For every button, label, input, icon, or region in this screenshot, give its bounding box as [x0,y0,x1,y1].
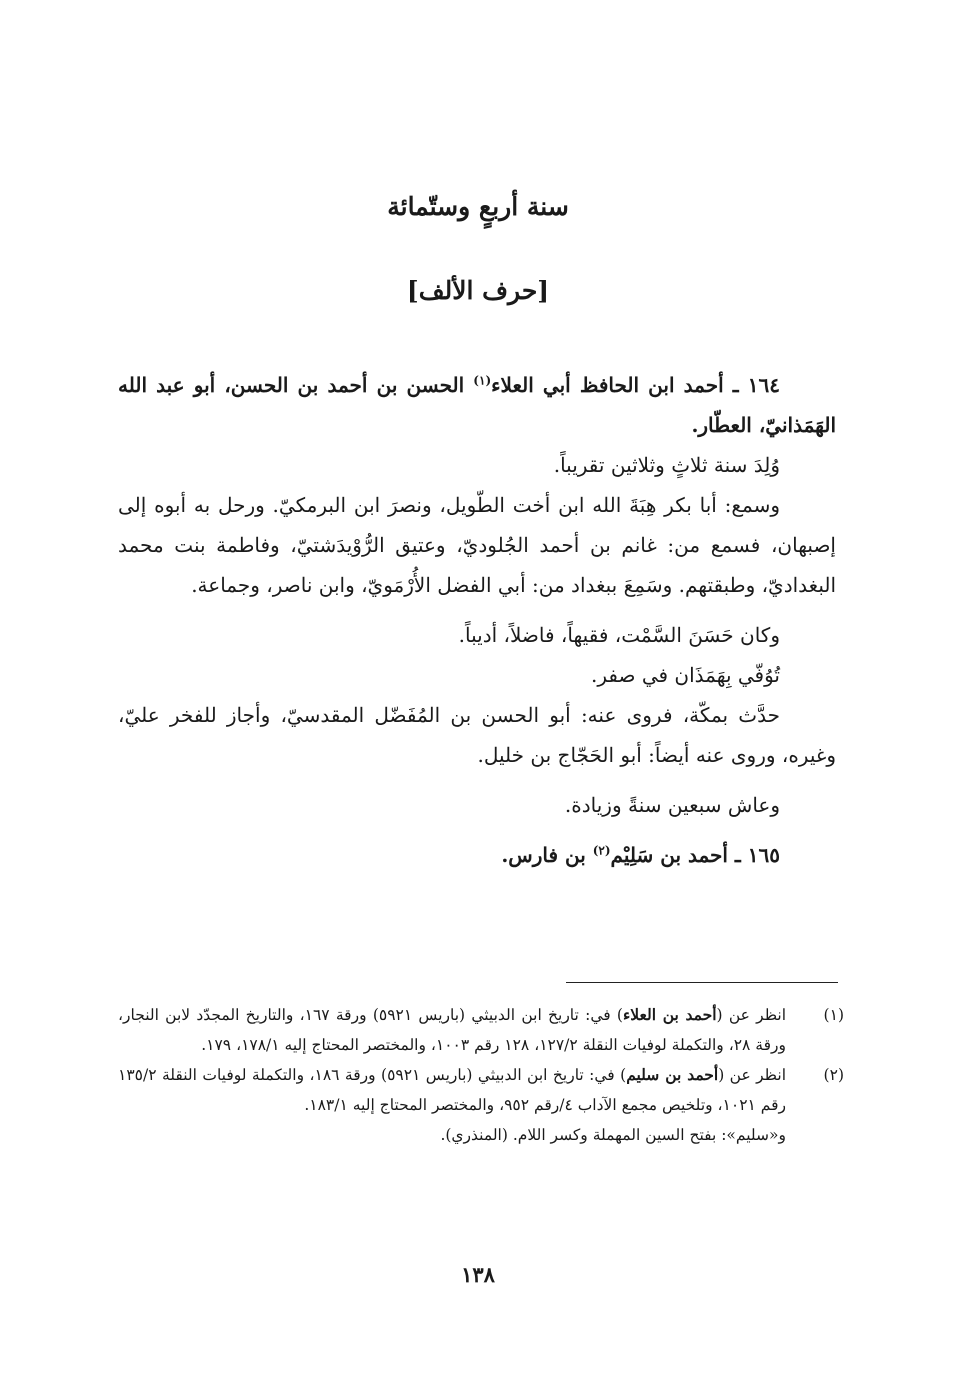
entry-164-heard: وسمع: أبا بكر هِبَةَ الله ابن أخت الطّويل، ونصرَ ابن البرمكيّ. ورحل به أبوه إلى إصبهان، فسمع من: غانم بن أحمد الجُلوديّ، وعتيق الرُّوْيدَشتيّ، وفاطمة بنت محمد البغداديّ، وطبقتهم. وسَمِعَ ببغداد من: أبي الفضل الأُرْمَويّ، وابن ناصر، وجماعة. [118,493,836,597]
entry-164-name: ١٦٤ ـ أحمد ابن الحافظ أبي العلاء [491,373,781,397]
entry-164-death: تُوُفّي بِهَمَذَان في صفر. [590,663,780,687]
footnote-subject: أحمد بن سليم [626,1065,719,1084]
footnote-1 [118,1000,844,1060]
footnote-2-note: و«سليم»: بفتح السين المهملة وكسر اللام. (المنذري). [440,1126,786,1144]
footnote-2 [118,1060,844,1120]
footnote-sources: ) في: تاريخ ابن الدبيثي (باريس ٥٩٢١) ورقة ١٨٦، والتكملة لوفيات النقلة ١٣٥/٢ رقم ١٠٢١، وتلخيص مجمع الآداب ٤/رقم ٩٥٢، والمختصر المحتاج إليه ١٨٣/١. [118,1066,786,1114]
entry-165-name: ١٦٥ ـ أحمد بن سَلِيْم [610,843,780,867]
section-heading: [حرف الألف] [406,276,550,305]
entry-165-name-cont: بن فارس. [501,843,593,867]
footnote-ref-1[interactable]: (١) [473,373,492,388]
footnote-sources: ) في: تاريخ ابن الدبيثي (باريس ٥٩٢١) ورقة ١٦٧، والتاريخ المجدّد لابن النجار، ورقة ٢٨، والتكملة لوفيات النقلة ١٢٧/٢، ١٢٨ رقم ١٠٠٣، والمختصر المحتاج إليه ١٧٨/١، ١٧٩. [118,1006,786,1054]
footnote-prefix: انظر عن ( [716,1006,787,1024]
entry-164-character: وكان حَسَنَ السَّمْت، فقيهاً، فاضلاً، أديباً. [458,623,780,647]
entry-164-heading [118,365,836,445]
footnote-number: (١) [823,1006,844,1024]
footnote-divider [566,982,838,983]
entry-164-name-cont: الحسن بن أحمد بن الحسن، أبو عبد الله الهَمَذانيّ، العطّار. [118,373,836,437]
footnote-number: (٢) [823,1066,844,1084]
footnotes [118,1000,844,1150]
main-text [118,365,836,875]
page-number: ١٣٨ [461,1262,495,1287]
footnote-prefix: انظر عن ( [718,1066,787,1084]
footnote-ref-2[interactable]: (٢) [592,843,611,858]
entry-164-narration: حدَّث بمكّة، فروى عنه: أبو الحسن بن المُفَضّل المقدسيّ، وأجاز للفخر عليّ، وغيره، وروى عنه أيضاً: أبو الحَجّاج بن خليل. [118,703,836,767]
footnote-text [118,1000,786,1060]
entry-164-lived: وعاش سبعين سنةً وزيادة. [564,793,780,817]
footnote-subject: أحمد بن العلاء [622,1005,717,1024]
entry-164-born: وُلِدَ سنة ثلاثٍ وثلاثين تقريباً. [553,453,780,477]
entry-165-heading [118,835,836,875]
footnote-text [118,1060,786,1120]
year-heading: سنة أربعٍ وستّمائة [387,192,569,221]
